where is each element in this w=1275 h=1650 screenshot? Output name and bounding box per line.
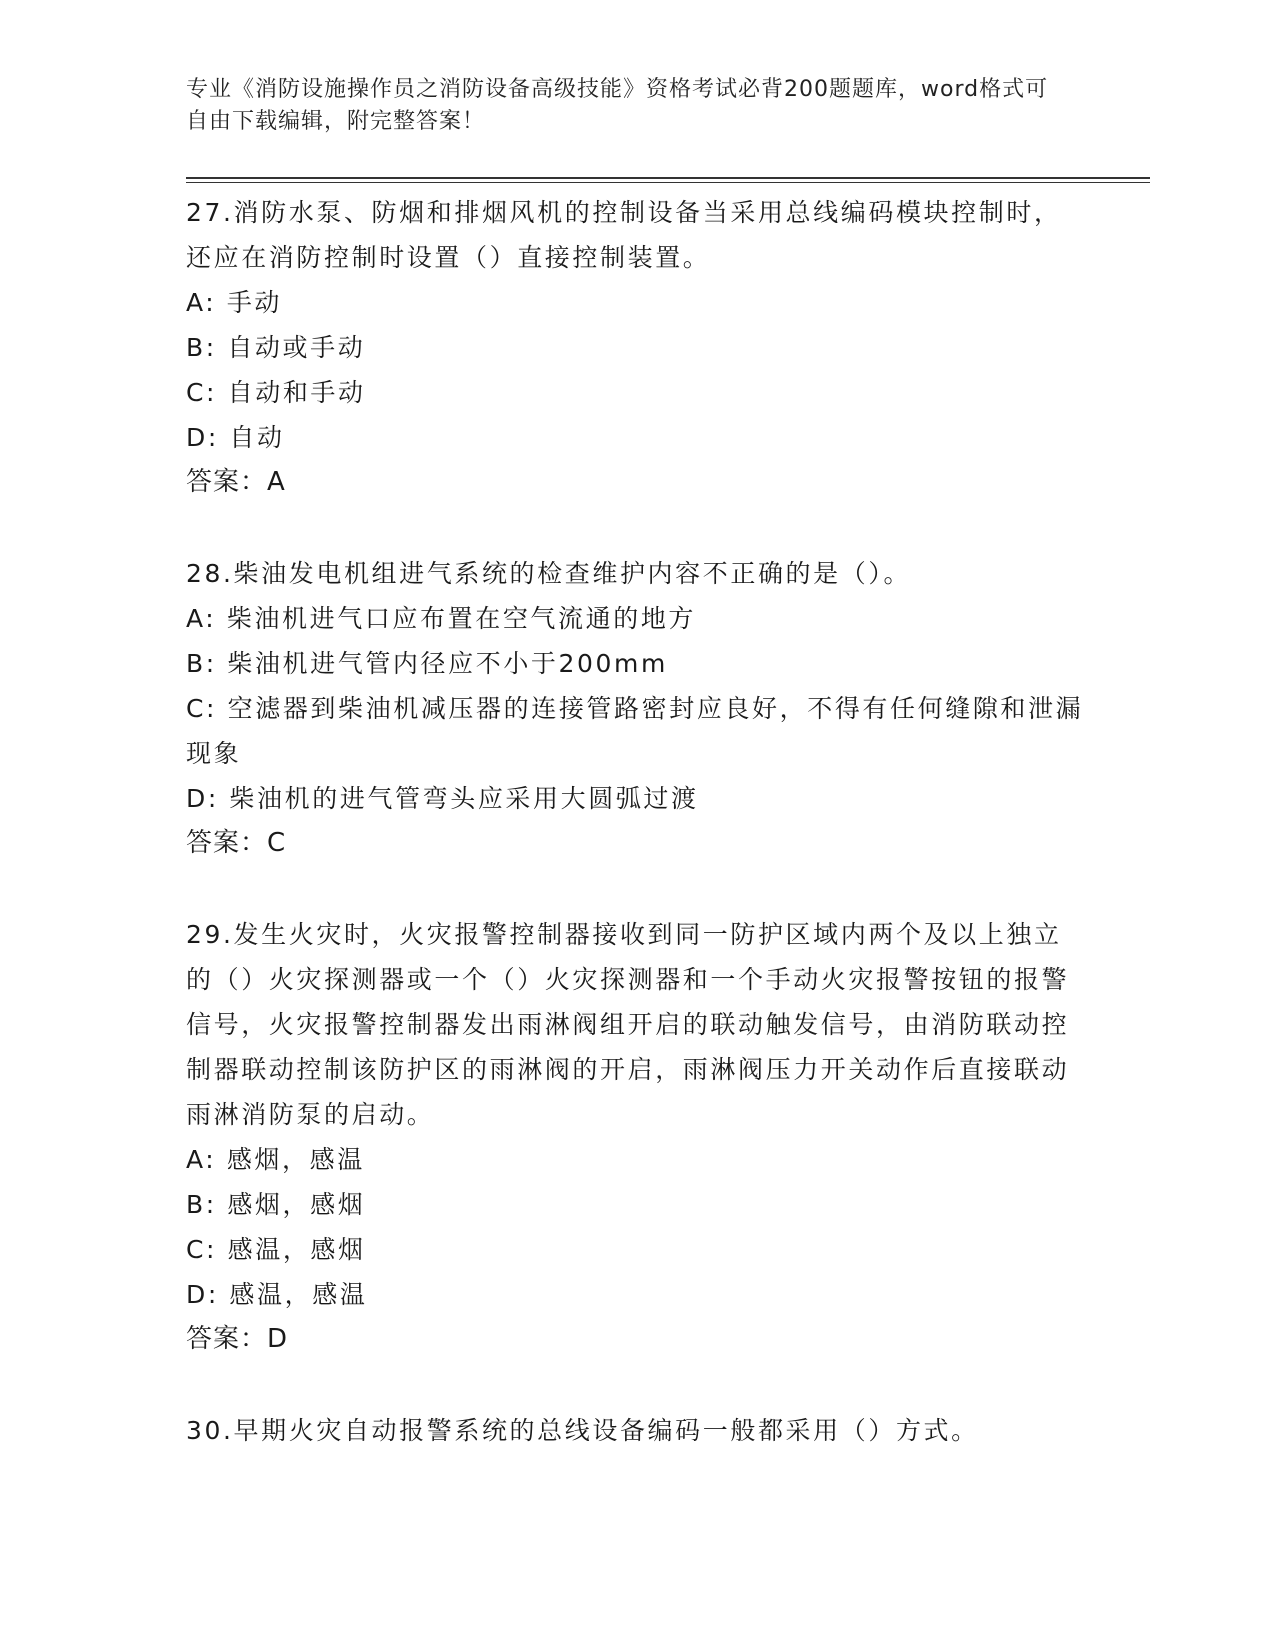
option-a: A: 手动 <box>186 288 283 317</box>
header-divider-thin <box>186 182 1150 183</box>
document-header: 专业《消防设施操作员之消防设备高级技能》资格考试必背200题题库，word格式可自由下载编辑，附完整答案！ <box>186 77 1049 134</box>
header-divider-thick <box>186 177 1150 179</box>
question-stem: 30.早期火灾自动报警系统的总线设备编码一般都采用（）方式。 <box>186 1416 979 1445</box>
option-c: C: 自动和手动 <box>186 378 366 407</box>
option-b: B: 自动或手动 <box>186 333 366 362</box>
question-stem: 27.消防水泵、防烟和排烟风机的控制设备当采用总线编码模块控制时，还应在消防控制时设置（）直接控制装置。 <box>186 198 1062 272</box>
option-b: B: 感烟，感烟 <box>186 1190 366 1219</box>
question-list <box>186 190 1086 1499</box>
option-b: B: 柴油机进气管内径应不小于200mm <box>186 649 668 678</box>
answer-line: 答案：A <box>186 467 286 497</box>
question-stem: 28.柴油发电机组进气系统的检查维护内容不正确的是（）。 <box>186 559 912 588</box>
option-a: A: 感烟，感温 <box>186 1145 365 1174</box>
question-stem: 29.发生火灾时，火灾报警控制器接收到同一防护区域内两个及以上独立的（）火灾探测器或一个（）火灾探测器和一个手动火灾报警按钮的报警信号，火灾报警控制器发出雨淋阀组开启的联动触发信号，由消防联动控制器联动控制该防护区的雨淋阀的开启，雨淋阀压力开关动作后直接联动雨淋消防泵的启动。 <box>186 920 1070 1129</box>
question-30 <box>186 1408 1086 1453</box>
option-c: C: 空滤器到柴油机减压器的连接管路密封应良好，不得有任何缝隙和泄漏现象 <box>186 694 1084 768</box>
option-c: C: 感温，感烟 <box>186 1235 366 1264</box>
question-27 <box>186 190 1086 505</box>
answer-line: 答案：C <box>186 828 287 858</box>
question-28 <box>186 551 1086 866</box>
option-a: A: 柴油机进气口应布置在空气流通的地方 <box>186 604 697 633</box>
option-d: D: 柴油机的进气管弯头应采用大圆弧过渡 <box>186 784 699 813</box>
question-29 <box>186 912 1086 1362</box>
option-d: D: 感温，感温 <box>186 1280 368 1309</box>
answer-line: 答案：D <box>186 1324 289 1354</box>
option-d: D: 自动 <box>186 423 285 452</box>
